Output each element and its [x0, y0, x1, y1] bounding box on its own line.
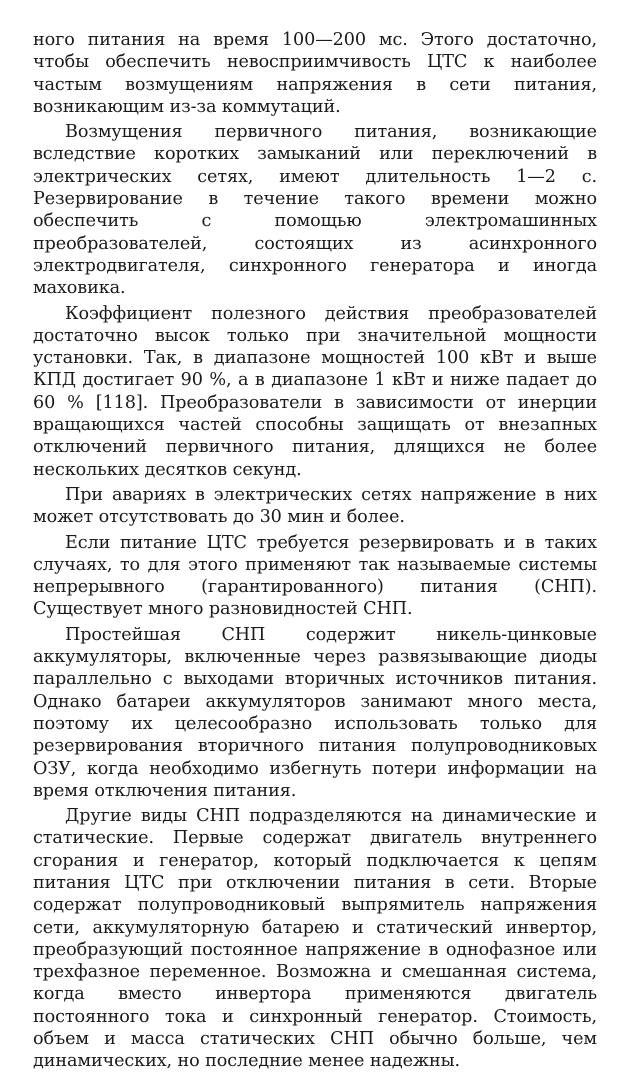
paragraph-primary-power-disturbances: Возмущения первичного питания, возникающие вследствие коротких замыканий или переключений в электрических сетях, имеют длительность 1—2 с. Резервирование в течение такого времени можно обеспечить с помощью электромашинных преобразователей, состоящих из асинхронного электродвигателя, синхронного генератора и иногда маховика.	[33, 122, 597, 299]
paragraph-converter-efficiency: Коэффициент полезного действия преобразователей достаточно высок только при значительной мощности установки. Так, в диапазоне мощностей 100 кВт и выше КПД достигает 90 %, а в диапазоне 1 кВт и ниже падает до 60 % [118]. Преобразователи в зависимости от инерции вращающихся частей способны защищать от внезапных отключений первичного питания, длящихся не более нескольких десятков секунд.	[33, 303, 597, 480]
paragraph-grid-accidents: При авариях в электрических сетях напряжение в них может отсутствовать до 30 мин и более.	[33, 484, 597, 528]
paragraph-simplest-ups: Простейшая СНП содержит никель-цинковые аккумуляторы, включенные через развязывающие диоды параллельно с выходами вторичных источников питания. Однако батареи аккумуляторов занимают много места, поэтому их целесообразно использовать только для резервирования вторичного питания полупроводниковых ОЗУ, когда необходимо избегнуть потери информации на время отключения питания.	[33, 624, 597, 801]
paragraph-continuation: ного питания на время 100—200 мс. Этого достаточно, чтобы обеспечить невосприимчивость ЦТС к наиболее частым возмущениям напряжения в сети питания, возникающим из-за коммутаций.	[33, 30, 597, 117]
paragraph-ups-types: Другие виды СНП подразделяются на динамические и статические. Первые содержат двигатель внутреннего сгорания и генератор, который подключается к цепям питания ЦТС при отключении питания в сети. Вторые содержат полупроводниковый выпрямитель напряжения сети, аккумуляторную батарею и статический инвертор, преобразующий постоянное напряжение в однофазное или трехфазное переменное. Возможна и смешанная система, когда вместо инвертора применяются двигатель постоянного тока и синхронный генератор. Стоимость, объем и масса статических СНП обычно больше, чем динамических, но последние менее надежны.	[33, 806, 597, 1072]
paragraph-uninterruptible-power: Если питание ЦТС требуется резервировать и в таких случаях, то для этого применяют так называемые системы непрерывного (гарантированного) питания (СНП). Существует много разновидностей СНП.	[33, 532, 597, 620]
